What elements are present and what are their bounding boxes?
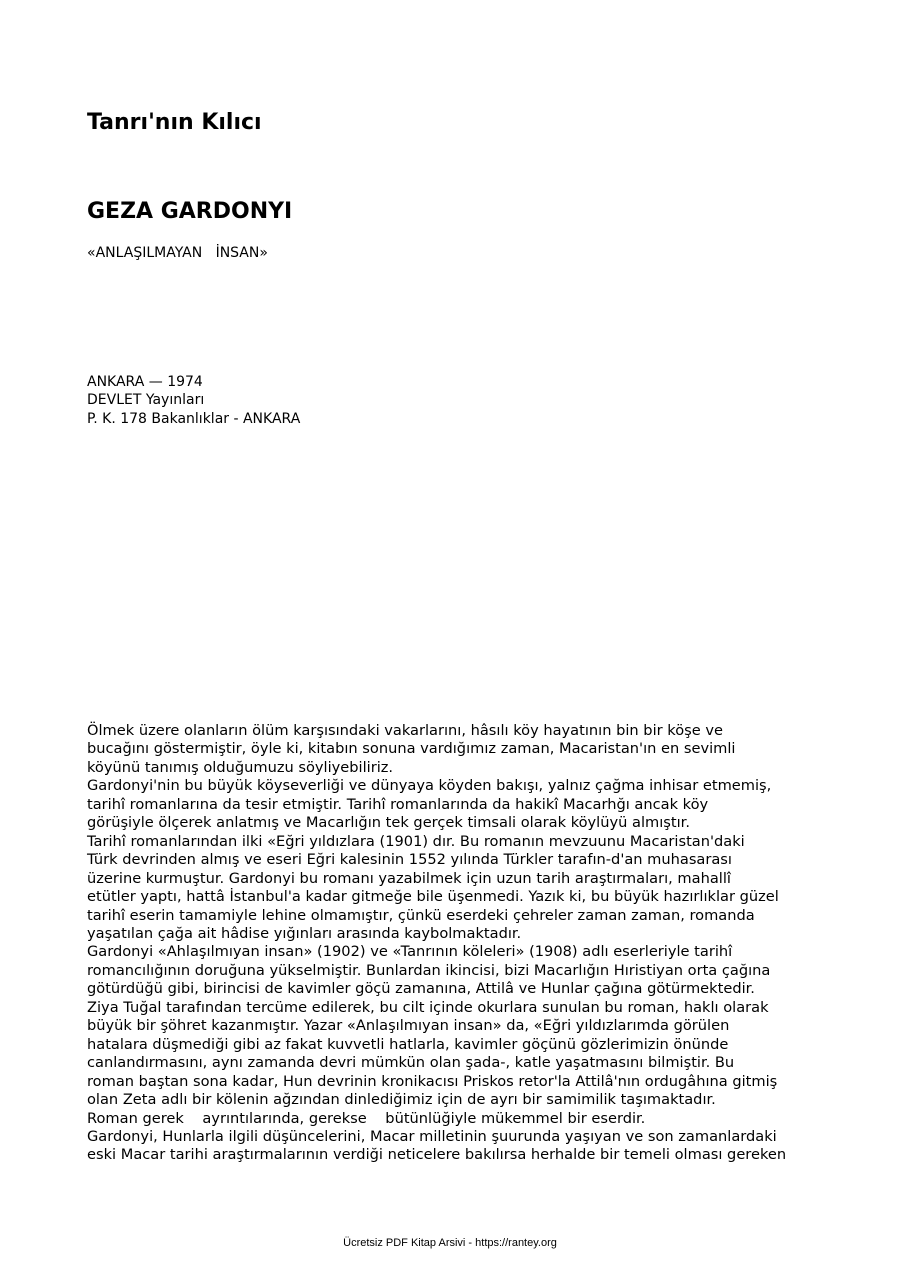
publisher-line: ANKARA — 1974 <box>87 374 203 390</box>
body-line: Türk devrinden almış ve eseri Eğri kalesinin 1552 yılında Türkler tarafın-d'an muhasarası <box>87 851 732 869</box>
body-line: romancılığının doruğuna yükselmiştir. Bunlardan ikincisi, bizi Macarlığın Hıristiyan orta çağına <box>87 961 771 979</box>
body-line: görüşiyle ölçerek anlatmış ve Macarlığın tek gerçek timsali olarak köylüyü almıştır. <box>87 814 690 832</box>
body-line: eski Macar tarihi araştırmalarının verdiği neticelere bakılırsa herhalde bir temeli olması gereken <box>87 1146 787 1164</box>
body-line: Roman gerek ayrıntılarında, gerekse bütünlüğiyle mükemmel bir eserdir. <box>87 1109 646 1127</box>
body-line: bucağını göstermiştir, öyle ki, kitabın sonuna vardığımız zaman, Macaristan'ın en sevimli <box>87 740 736 758</box>
body-line: olan Zeta adlı bir kölenin ağzından dinlediğimiz için de ayrı bir samimilik taşımaktadır. <box>87 1091 716 1109</box>
publisher-line: DEVLET Yayınları <box>87 392 205 409</box>
body-line: etütler yaptı, hattâ İstanbul'a kadar gitmeğe bile üşenmedi. Yazık ki, bu büyük hazırlıklar güzel <box>87 888 779 906</box>
body-line: roman baştan sona kadar, Hun devrinin kronikacısı Priskos retor'la Attilâ'nın ordugâhına gitmiş <box>87 1072 778 1090</box>
body-line: hatalara düşmediği gibi az fakat kuvvetli hatlarla, kavimler göçünü gözlerimizin önünde <box>87 1035 729 1053</box>
body-line: Gardonyi, Hunlarla ilgili düşüncelerini, Macar milletinin şuurunda yaşıyan ve son zamanlardaki <box>87 1127 777 1145</box>
body-line: tarihî eserin tamamiyle lehine olmamıştır, çünkü eserdeki çehreler zaman zaman, romanda <box>87 906 755 924</box>
body-line: üzerine kurmuştur. Gardonyi bu romanı yazabilmek için uzun tarih araştırmaları, mahallî <box>87 869 731 887</box>
book-subtitle: «ANLAŞILMAYAN İNSAN» <box>87 245 268 261</box>
body-line: tarihî romanlarına da tesir etmiştir. Tarihî romanlarında da hakikî Macarhğı ancak köy <box>87 795 709 813</box>
body-line: büyük bir şöhret kazanmıştır. Yazar «Anlaşılmıyan insan» da, «Eğri yıldızlarımda görülen <box>87 1017 730 1035</box>
body-line: Gardonyi'nin bu büyük köyseverliği ve dünyaya köyden bakışı, yalnız çağma inhisar etmemiş, <box>87 777 772 795</box>
body-line: yaşatılan çağa ait hâdise yığınları arasında kaybolmaktadır. <box>87 924 522 942</box>
body-text <box>87 722 827 1165</box>
body-line: götürdüğü gibi, birincisi de kavimler göçü zamanına, Attilâ ve Hunlar çağına götürmektedir. <box>87 980 755 998</box>
body-line: canlandırmasını, aynı zamanda devri mümkün olan şada-, katle yaşatmasını bilmiştir. Bu <box>87 1054 735 1072</box>
body-line: Ziya Tuğal tarafından tercüme edilerek, bu cilt içinde okurlara sunulan bu roman, haklı olarak <box>87 998 769 1016</box>
body-line: Ölmek üzere olanların ölüm karşısındaki vakarlarını, hâsılı köy hayatının bin bir köşe ve <box>87 722 723 739</box>
body-line: köyünü tanımış olduğumuzu söyliyebiliriz. <box>87 758 394 776</box>
body-line: Tarihî romanlarından ilki «Eğri yıldızlara (1901) dır. Bu romanın mevzuunu Macaristan'daki <box>87 832 745 850</box>
book-title: Tanrı'nın Kılıcı <box>87 110 262 135</box>
body-line: Gardonyi «Ahlaşılmıyan insan» (1902) ve «Tanrının köleleri» (1908) adlı eserleriyle tarihî <box>87 943 733 961</box>
page-footer: Ücretsiz PDF Kitap Arsivi - https://rantey.org <box>343 1237 557 1249</box>
author-name: GEZA GARDONYI <box>87 199 293 224</box>
publisher-line: P. K. 178 Bakanlıklar - ANKARA <box>87 410 301 427</box>
publisher-info <box>87 373 300 428</box>
